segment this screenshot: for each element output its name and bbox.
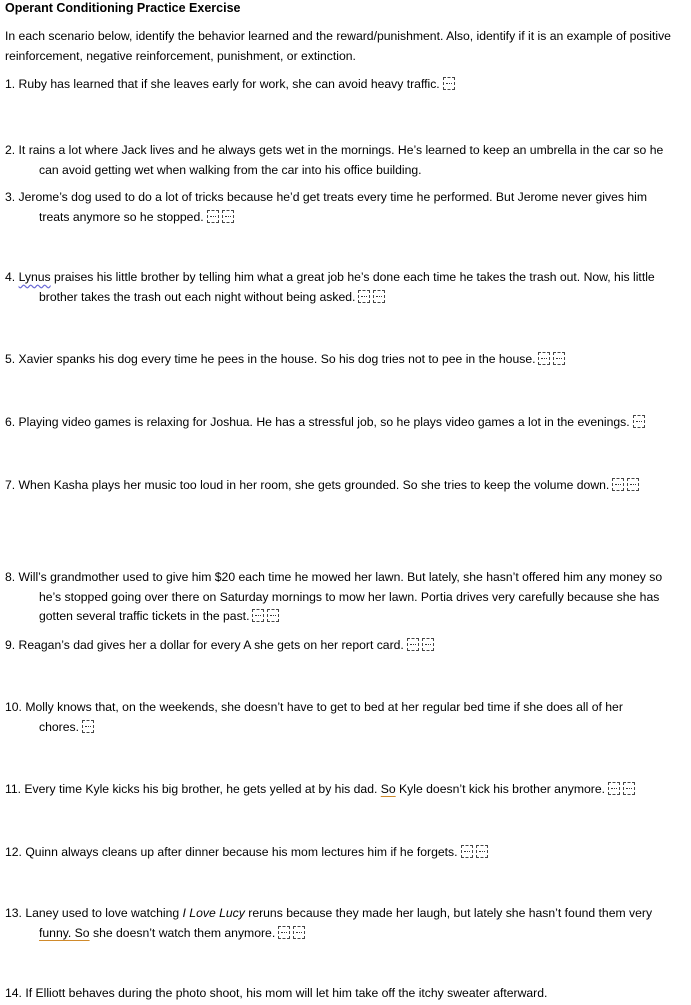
scenario-text: 11. Every time Kyle kicks his big brother, he gets yelled at by his dad.: [5, 782, 381, 796]
instructions-line: In each scenario below, identify the behavior learned and the reward/punishment. Also, identify if it is an example of positive: [5, 29, 671, 43]
scenario-7: [5, 476, 687, 496]
section-break-icon: [461, 845, 473, 858]
scenario-text: 8. Will’s grandmother used to give him $20 each time he mowed her lawn. But lately, she hasn’t offered him any money so: [5, 570, 663, 584]
scenario-text: 14. If Elliott behaves during the photo shoot, his mom will let him take off the itchy sweater afterward.: [5, 986, 548, 1000]
scenario-text: 7. When Kasha plays her music too loud in her room, she gets grounded. So she tries to keep the volume down.: [5, 478, 610, 492]
section-break-icon: [407, 638, 419, 651]
section-break-icon: [623, 782, 635, 795]
section-break-icon: [422, 638, 434, 651]
scenario-text: 6. Playing video games is relaxing for Joshua. He has a stressful job, so he plays video games a lot in the evenings.: [5, 415, 630, 429]
scenario-8: [5, 568, 687, 627]
section-break-icon: [633, 415, 645, 428]
scenario-text: can avoid getting wet when walking from the car into his office building.: [39, 162, 422, 177]
scenario-9: [5, 636, 687, 656]
scenario-2: [5, 141, 687, 180]
section-break-icon: [252, 609, 264, 622]
document-title: Operant Conditioning Practice Exercise: [5, 1, 241, 15]
scenario-text: chores.: [39, 719, 79, 734]
section-break-icon: [553, 352, 565, 365]
section-break-icon: [373, 290, 385, 303]
scenario-text: treats anymore so he stopped.: [39, 209, 204, 224]
scenario-6: [5, 413, 687, 433]
scenario-text: gotten several traffic tickets in the past.: [39, 609, 250, 623]
scenario-text: 12. Quinn always cleans up after dinner because his mom lectures him if he forgets.: [5, 845, 458, 859]
scenario-13: [5, 904, 687, 943]
section-break-icon: [476, 845, 488, 858]
scenario-text: 9. Reagan’s dad gives her a dollar for every A she gets on her report card.: [5, 638, 404, 652]
scenario-text: praises his little brother by telling him what a great job he’s done each time he takes the trash out. Now, his little: [50, 270, 655, 284]
scenario-text: she doesn’t watch them anymore.: [89, 925, 276, 940]
scenario-3: [5, 188, 687, 227]
section-break-icon: [612, 478, 624, 491]
scenario-text: 10. Molly knows that, on the weekends, she doesn’t have to get to bed at her regular bed time if she does all of her: [5, 700, 623, 714]
section-break-icon: [278, 926, 290, 939]
scenario-10: [5, 698, 687, 737]
scenario-text: reruns because they made her laugh, but lately she hasn’t found them very: [244, 906, 653, 920]
section-break-icon: [358, 290, 370, 303]
section-break-icon: [608, 782, 620, 795]
scenario-text: 3. Jerome’s dog used to do a lot of tricks because he’d get treats every time he performed. But Jerome never gives him: [5, 190, 647, 204]
scenario-text: 2. It rains a lot where Jack lives and he always gets wet in the mornings. He’s learned to keep an umbrella in the car so he: [5, 143, 664, 157]
scenario-text: 5. Xavier spanks his dog every time he pees in the house. So his dog tries not to pee in the house.: [5, 352, 536, 366]
scenario-number: 4.: [5, 270, 19, 284]
section-break-icon: [267, 609, 279, 622]
section-break-icon: [293, 926, 305, 939]
scenario-11: [5, 780, 687, 800]
section-break-icon: [207, 210, 219, 223]
grammar-flagged-word: So: [380, 782, 396, 796]
scenario-text: 13. Laney used to love watching: [5, 906, 183, 920]
scenario-text: Kyle doesn’t kick his brother anymore.: [395, 782, 605, 796]
section-break-icon: [82, 720, 94, 733]
instructions-paragraph: [5, 27, 689, 66]
section-break-icon: [222, 210, 234, 223]
scenario-text: brother takes the trash out each night without being asked.: [39, 289, 356, 304]
scenario-12: [5, 843, 687, 863]
section-break-icon: [627, 478, 639, 491]
scenario-5: [5, 350, 687, 370]
show-title: I Love Lucy: [182, 906, 245, 920]
section-break-icon: [443, 77, 455, 90]
scenario-1: [5, 75, 687, 95]
scenario-14: [5, 984, 687, 1004]
scenario-text: he’s stopped going over there on Saturday mornings to mow her lawn. Portia drives very carefully because she has: [39, 589, 660, 604]
scenario-4: [5, 268, 687, 307]
instructions-line: reinforcement, negative reinforcement, punishment, or extinction.: [5, 48, 356, 63]
grammar-flagged-phrase: funny. So: [39, 925, 90, 940]
misspelled-name: Lynus: [18, 270, 51, 284]
scenario-text: 1. Ruby has learned that if she leaves early for work, she can avoid heavy traffic.: [5, 77, 440, 91]
section-break-icon: [538, 352, 550, 365]
